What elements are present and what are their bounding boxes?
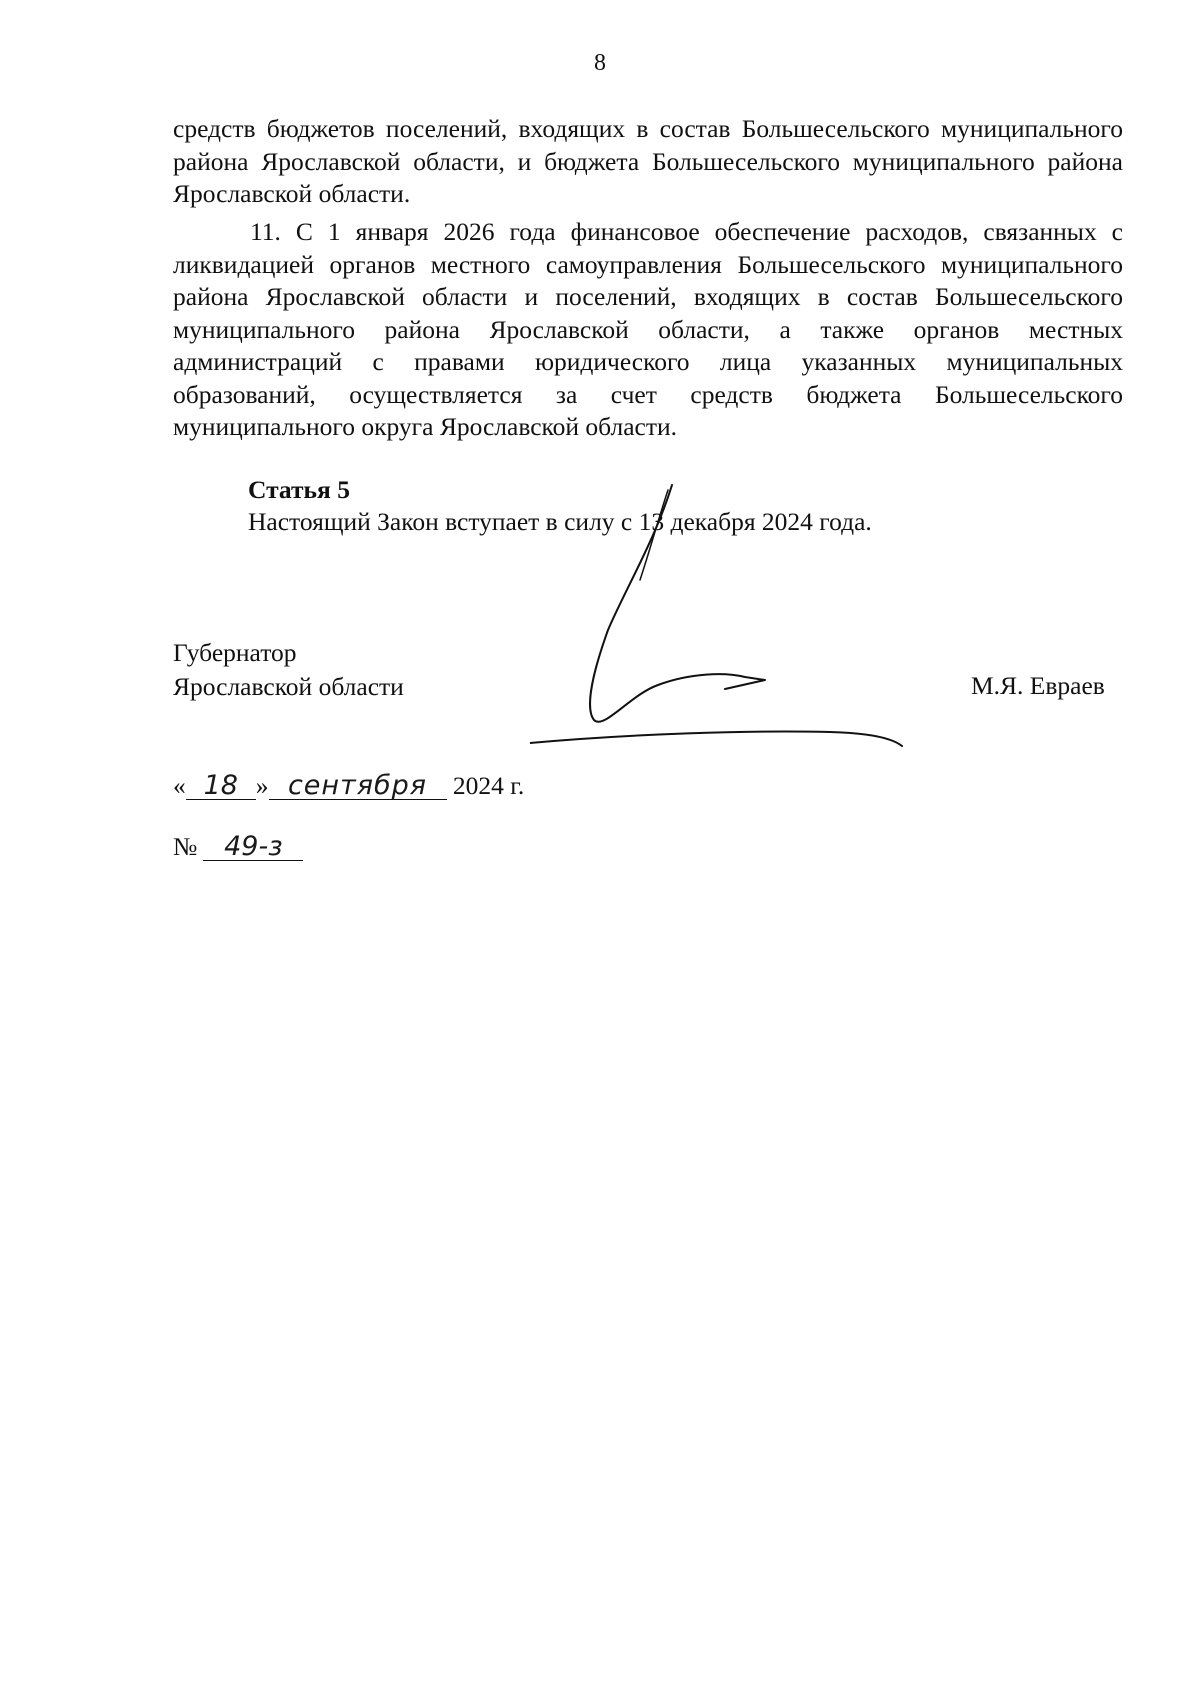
signing-date xyxy=(173,771,524,801)
article-title: Статья 5 xyxy=(248,475,350,504)
date-open-quote: « xyxy=(173,771,186,800)
page-number: 8 xyxy=(594,50,606,76)
paragraph-item-11: 11. С 1 января 2026 года финансовое обеспечение расходов, связанных с ликвидацией органов местного самоуправления Большесельского муниципального района Ярославской области и поселений, входящих в состав Большесельского муниципального района Ярославской области, а также органов местных администраций с правами юридического лица указанных муниципальных образований, осуществляется за счет средств бюджета Большесельского муниципального округа Ярославской области. xyxy=(173,217,1123,441)
governor-name: М.Я. Евраев xyxy=(971,671,1105,700)
governor-signature xyxy=(530,480,920,750)
number-sign: № xyxy=(173,832,198,861)
paragraph-continuation: средств бюджетов поселений, входящих в состав Большесельского муниципального района Ярославской области, и бюджета Большесельского муниципального района Ярославской области. xyxy=(173,114,1123,208)
governor-title xyxy=(173,636,404,704)
date-month-handwritten: сентября xyxy=(269,773,447,800)
date-day-handwritten: 18 xyxy=(186,773,256,800)
date-close-quote: » xyxy=(255,771,269,800)
article-text: Настоящий Закон вступает в силу с 13 декабря 2024 года. xyxy=(248,507,872,536)
date-year: 2024 г. xyxy=(452,771,525,800)
governor-title-line2: Ярославской области xyxy=(173,672,404,701)
governor-title-line1: Губернатор xyxy=(173,638,297,667)
law-number-handwritten: 49-з xyxy=(203,834,303,861)
law-number xyxy=(173,832,303,862)
